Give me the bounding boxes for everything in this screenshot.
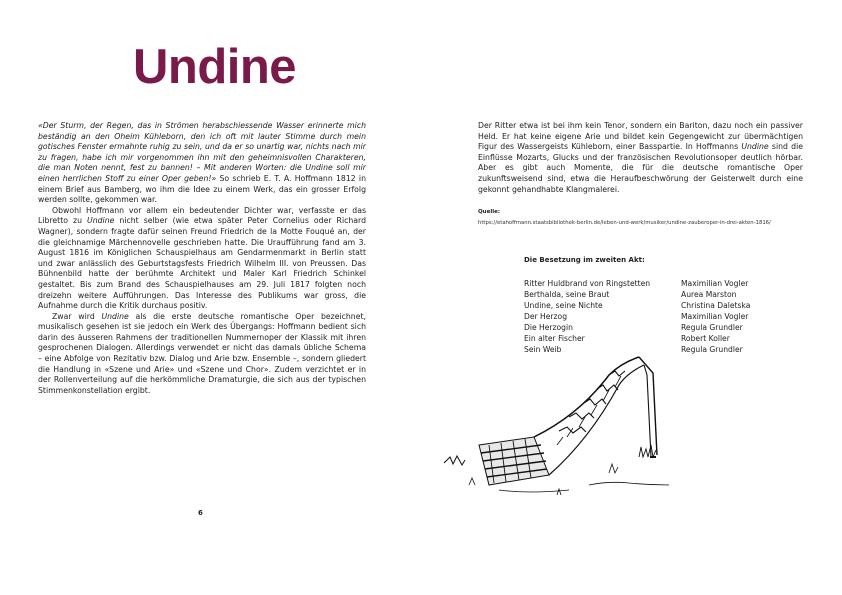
paragraph-2-text-b: nicht selber (wie etwa später Peter Cornelius oder Richard Wagner), sondern fragte dafür seinen Freund Friedrich de la Motte Fouqué an, der die gleichnamige Märchennovelle geschrieben hatte. Die Uraufführung fand am 3. August 1816 im Königlichen Schauspielhaus am Gendarmenmarkt in Berlin statt und zwar anlässlich des Geburtstagsfests Friedrich Wilhelm III. von Preussen. Das Bühnenbild hatte der berühmte Architekt und Maler Karl Friedrich Schinkel gestaltet. Bis zum Brand des Schauspielhauses am 29. Juli 1817 folgten noch dreizehn weitere Aufführungen. Das Interesse des Publikums war gross, die Aufnahme durch die Kritik durchaus positiv. — [38, 216, 366, 311]
paragraph-3 — [38, 312, 366, 397]
cast-role: Sein Weib — [524, 345, 562, 354]
paragraph-2-text-a: Obwohl Hoffmann vor allem ein bedeutender Dichter war, verfasste er das Libretto zu — [38, 205, 366, 226]
cast-row — [524, 311, 750, 322]
paragraph-3-title: Undine — [101, 311, 129, 321]
cast-row — [524, 300, 750, 311]
article-body-right — [478, 121, 803, 195]
source-link[interactable]: https://etahoffmann.staatsbibliothek-berlin.de/leben-und-werk/musiker/undine-zauberoper-in-drei-akten-1816/ — [478, 220, 771, 226]
cast-row — [524, 322, 750, 333]
cast-actor: Christina Daletska — [681, 301, 751, 310]
paragraph-3-text-b: als die erste deutsche romantische Oper bezeichnet, musikalisch gesehen ist sie jedoch ein Werk des Übergangs: Hoffmann bedient sich darin des äusseren Rahmens der traditionellen Nummernoper der Klassik mit ihren gesprochenen Dialogen. Allerdings verwendet er nicht das damals übliche Schema – eine Abfolge von Rezitativ bzw. Dialog und Arie bzw. Ensemble –, sondern gliedert die Handlung in «Szene und Arie» und «Szene und Chor». Zudem verzichtet er in der Rollenverteilung auf die herkömmliche Dramaturgie, die sich aus der typischen Stimmenkonstellation ergibt. — [38, 311, 366, 395]
cast-heading: Die Besetzung im zweiten Akt: — [524, 256, 645, 264]
cast-role: Berthalda, seine Braut — [524, 290, 610, 299]
cast-actor: Aurea Marston — [681, 290, 737, 299]
source-label: Quelle: — [478, 209, 501, 215]
paragraph-1-rest: So schrieb E. T. A. Hoffmann 1812 in einem Brief aus Bamberg, wo ihm die Idee zu einem Werk, das ein grosser Erfolg werden sollte, gekommen war. — [38, 173, 366, 205]
shoe-illustration — [439, 345, 669, 505]
paragraph-1 — [38, 121, 366, 206]
cast-role: Undine, seine Nichte — [524, 301, 603, 310]
cast-role: Ein alter Fischer — [524, 334, 585, 343]
cast-actor: Maximilian Vogler — [681, 279, 749, 288]
cast-actor: Regula Grundler — [681, 345, 743, 354]
hoffmann-quote: «Der Sturm, der Regen, das in Strömen herabschiessende Wasser erinnerte mich beständig an den Oheim Kühleborn, den ich oft mit lauter Stimme durch mein gotisches Fenster ermahnte ruhig zu sein, und da er so unartig war, nichts nach mir zu fragen, habe ich mir vorgenommen ihn mit den geheimnisvollen Charakteren, die man Noten nennt, fest zu bannen! – Mit anderen Worten: die Undine soll mir einen herrlichen Stoff zu einer Oper geben!» — [38, 121, 366, 183]
article-body-left — [38, 121, 366, 396]
cast-row — [524, 333, 750, 344]
right-page — [421, 0, 842, 595]
cast-role: Die Herzogin — [524, 323, 573, 332]
cast-actor: Robert Koller — [681, 334, 730, 343]
cast-actor: Regula Grundler — [681, 323, 743, 332]
paragraph-4-text-b: sind die Einflüsse Mozarts, Glucks und der französischen Revolutionsoper deutlich hörbar. Aber es gibt auch Momente, die für die deutsche romantische Oper zukunftsweisend sind, etwa die Heraufbeschwörung der Geisterwelt durch eine gekonnt gehandhabte Klangmalerei. — [478, 142, 803, 194]
cast-row — [524, 289, 750, 300]
cast-list — [524, 278, 750, 355]
cast-actor: Maximilian Vogler — [681, 312, 749, 321]
cast-row — [524, 278, 750, 289]
paragraph-3-text-a: Zwar wird — [52, 311, 102, 321]
paragraph-2-title: Undine — [87, 216, 115, 226]
page-number: 6 — [198, 509, 203, 517]
cast-role: Ritter Huldbrand von Ringstetten — [524, 279, 651, 288]
paragraph-4 — [478, 121, 803, 195]
paragraph-4-text-a: Der Ritter etwa ist bei ihm kein Tenor, sondern ein Bariton, dazu noch ein passiver Held. Er hat keine eigene Arie und bildet kein Gegengewicht zur übermächtigen Figur des Wassergeists Kühleborn, einer Basspartie. In Hoffmanns — [478, 121, 803, 152]
paragraph-4-title: Undine — [741, 142, 769, 152]
page-title: Undine — [133, 40, 297, 94]
paragraph-2 — [38, 206, 366, 312]
cast-role: Der Herzog — [524, 312, 568, 321]
